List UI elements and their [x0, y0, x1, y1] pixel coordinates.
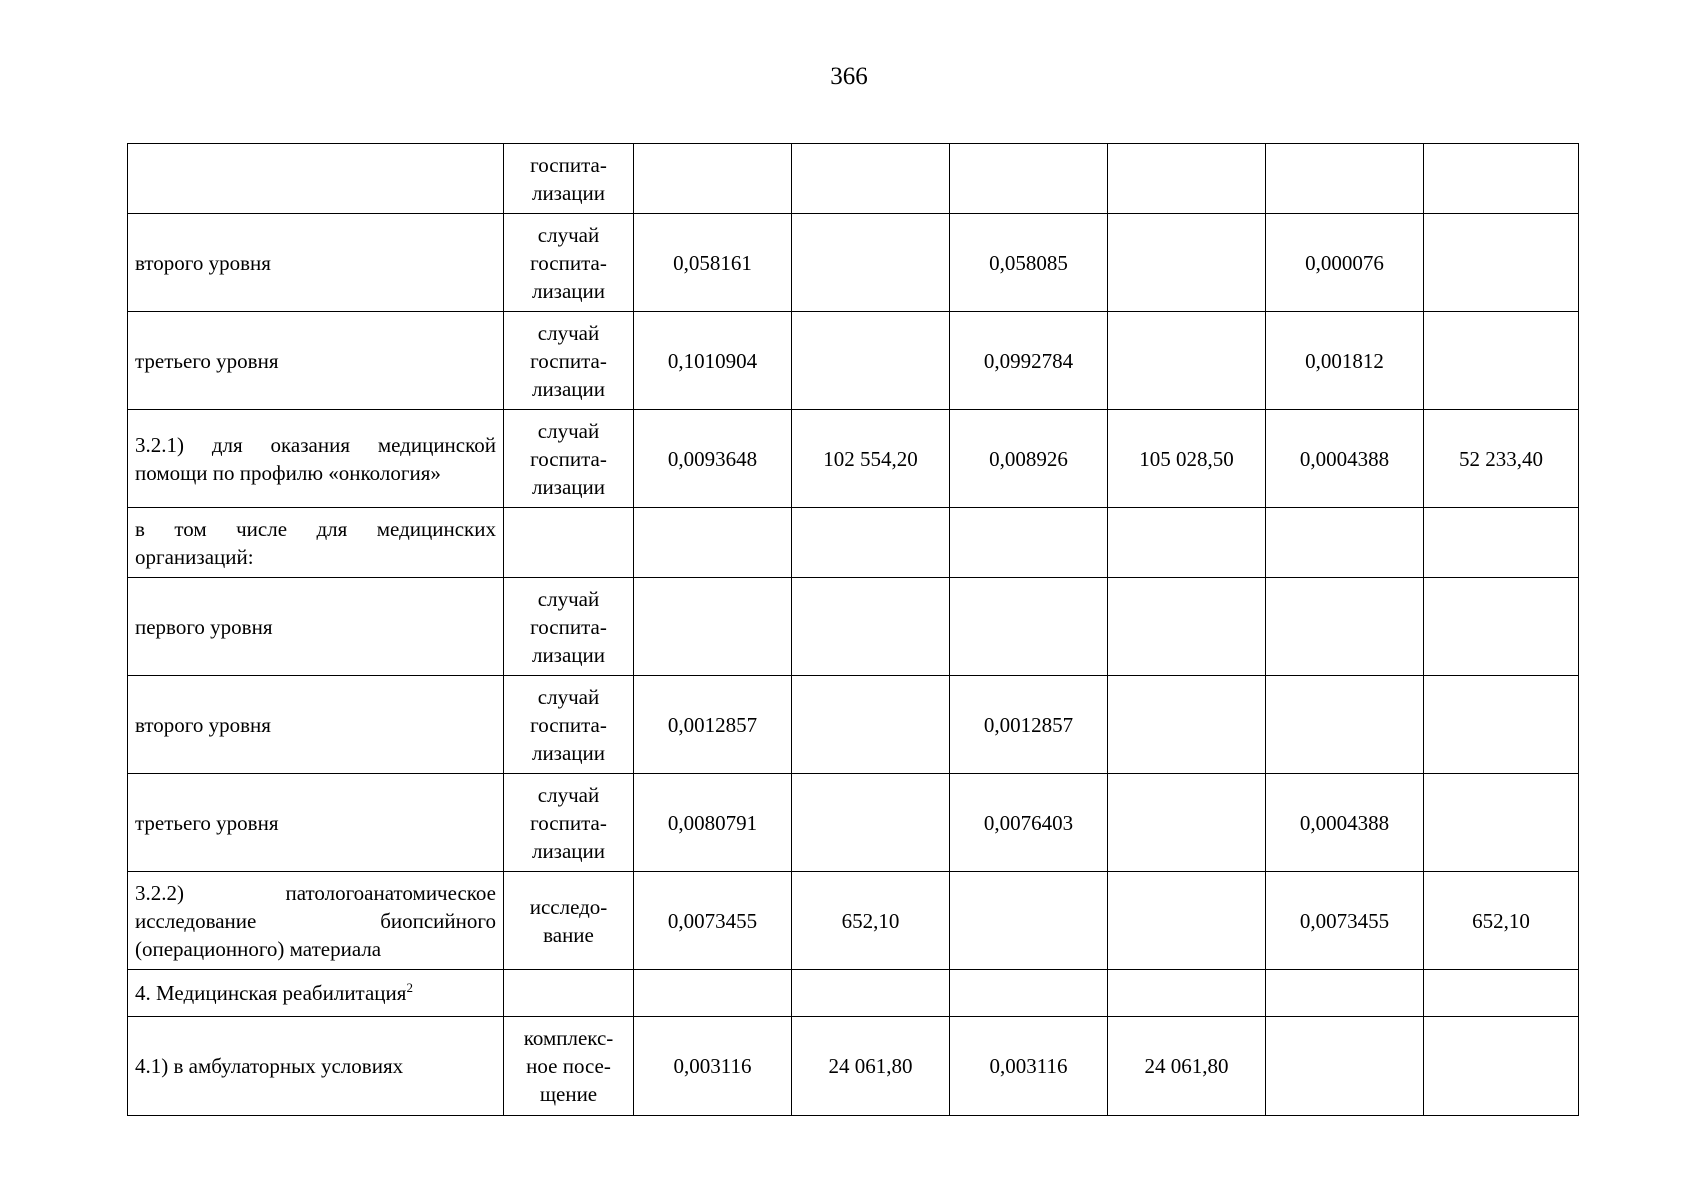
row-name-cell [128, 144, 504, 214]
row-name-cell: 4.1) в амбулаторных условиях [128, 1017, 504, 1116]
value-cell [1266, 970, 1424, 1017]
unit-cell [504, 578, 634, 676]
value-cell: 102 554,20 [792, 410, 950, 508]
row-name-text: 4. Медицинская реабилитация [135, 981, 407, 1005]
value-cell [1424, 578, 1579, 676]
table-row [128, 676, 1579, 774]
row-name-cell: третьего уровня [128, 774, 504, 872]
unit-cell [504, 144, 634, 214]
unit-cell [504, 970, 634, 1017]
row-name-cell: в том числе для медицинских организаций: [128, 508, 504, 578]
unit-text: исследо- вание [529, 894, 608, 947]
value-cell [792, 970, 950, 1017]
unit-text: случай госпита- лизации [530, 418, 607, 499]
value-cell [1266, 578, 1424, 676]
value-cell: 0,0073455 [634, 872, 792, 970]
unit-cell [504, 872, 634, 970]
data-table [127, 143, 1579, 1116]
value-cell [1108, 214, 1266, 312]
table-row [128, 214, 1579, 312]
unit-text: случай госпита- лизации [530, 222, 607, 303]
value-cell: 0,0080791 [634, 774, 792, 872]
value-cell [950, 872, 1108, 970]
value-cell [792, 144, 950, 214]
unit-text: случай госпита- лизации [530, 782, 607, 863]
value-cell: 0,0073455 [1266, 872, 1424, 970]
value-cell [1108, 312, 1266, 410]
value-cell [792, 508, 950, 578]
value-cell [950, 970, 1108, 1017]
value-cell: 0,001812 [1266, 312, 1424, 410]
row-name-cell: третьего уровня [128, 312, 504, 410]
row-name-cell: 3.2.1) для оказания медицинской помощи по профилю «онкология» [128, 410, 504, 508]
value-cell [1424, 214, 1579, 312]
unit-text: госпита- лизации [530, 152, 607, 205]
unit-text: случай госпита- лизации [530, 320, 607, 401]
value-cell: 0,003116 [634, 1017, 792, 1116]
value-cell: 0,0093648 [634, 410, 792, 508]
value-cell: 0,003116 [950, 1017, 1108, 1116]
row-name-cell [128, 970, 504, 1017]
value-cell: 0,058161 [634, 214, 792, 312]
value-cell [634, 970, 792, 1017]
value-cell: 0,0076403 [950, 774, 1108, 872]
value-cell [950, 508, 1108, 578]
value-cell [634, 578, 792, 676]
value-cell [1108, 508, 1266, 578]
unit-cell [504, 774, 634, 872]
value-cell: 0,0992784 [950, 312, 1108, 410]
row-name-cell: второго уровня [128, 214, 504, 312]
value-cell [1108, 774, 1266, 872]
value-cell [792, 774, 950, 872]
value-cell [1108, 872, 1266, 970]
value-cell [1108, 144, 1266, 214]
value-cell [1424, 774, 1579, 872]
unit-cell [504, 214, 634, 312]
value-cell: 24 061,80 [792, 1017, 950, 1116]
value-cell [950, 144, 1108, 214]
unit-text: комплекс- ное посе- щение [523, 1026, 614, 1106]
unit-cell [504, 508, 634, 578]
unit-cell [504, 676, 634, 774]
value-cell [634, 144, 792, 214]
unit-text: случай госпита- лизации [530, 684, 607, 765]
value-cell [1424, 312, 1579, 410]
value-cell: 0,058085 [950, 214, 1108, 312]
table-row [128, 1017, 1579, 1116]
value-cell [950, 578, 1108, 676]
value-cell [1424, 1017, 1579, 1116]
row-name-cell: первого уровня [128, 578, 504, 676]
value-cell: 0,000076 [1266, 214, 1424, 312]
value-cell [1424, 676, 1579, 774]
value-cell: 0,008926 [950, 410, 1108, 508]
value-cell [1266, 508, 1424, 578]
value-cell [1266, 1017, 1424, 1116]
page-number: 366 [830, 63, 868, 90]
value-cell: 24 061,80 [1108, 1017, 1266, 1116]
table-row [128, 774, 1579, 872]
footnote-marker: 2 [406, 980, 413, 995]
value-cell [1424, 144, 1579, 214]
value-cell [792, 214, 950, 312]
value-cell: 652,10 [1424, 872, 1579, 970]
value-cell [634, 508, 792, 578]
table-row [128, 312, 1579, 410]
value-cell: 0,1010904 [634, 312, 792, 410]
value-cell: 652,10 [792, 872, 950, 970]
row-name-cell: 3.2.2) патологоанатомическое исследование биопсийного (операционного) материала [128, 872, 504, 970]
row-name-cell: второго уровня [128, 676, 504, 774]
value-cell [1108, 578, 1266, 676]
table-row [128, 508, 1579, 578]
table-row [128, 410, 1579, 508]
value-cell: 0,0004388 [1266, 410, 1424, 508]
value-cell [792, 578, 950, 676]
unit-cell [504, 1017, 634, 1116]
table-row [128, 144, 1579, 214]
value-cell [1266, 144, 1424, 214]
unit-cell [504, 410, 634, 508]
table-row [128, 872, 1579, 970]
value-cell [1424, 508, 1579, 578]
value-cell [1266, 676, 1424, 774]
value-cell: 52 233,40 [1424, 410, 1579, 508]
value-cell [1108, 676, 1266, 774]
table-row [128, 970, 1579, 1017]
value-cell [792, 312, 950, 410]
value-cell: 105 028,50 [1108, 410, 1266, 508]
value-cell: 0,0012857 [634, 676, 792, 774]
value-cell [1108, 970, 1266, 1017]
value-cell [1424, 970, 1579, 1017]
value-cell [792, 676, 950, 774]
table-row [128, 578, 1579, 676]
value-cell: 0,0012857 [950, 676, 1108, 774]
value-cell: 0,0004388 [1266, 774, 1424, 872]
unit-text: случай госпита- лизации [530, 586, 607, 667]
unit-cell [504, 312, 634, 410]
